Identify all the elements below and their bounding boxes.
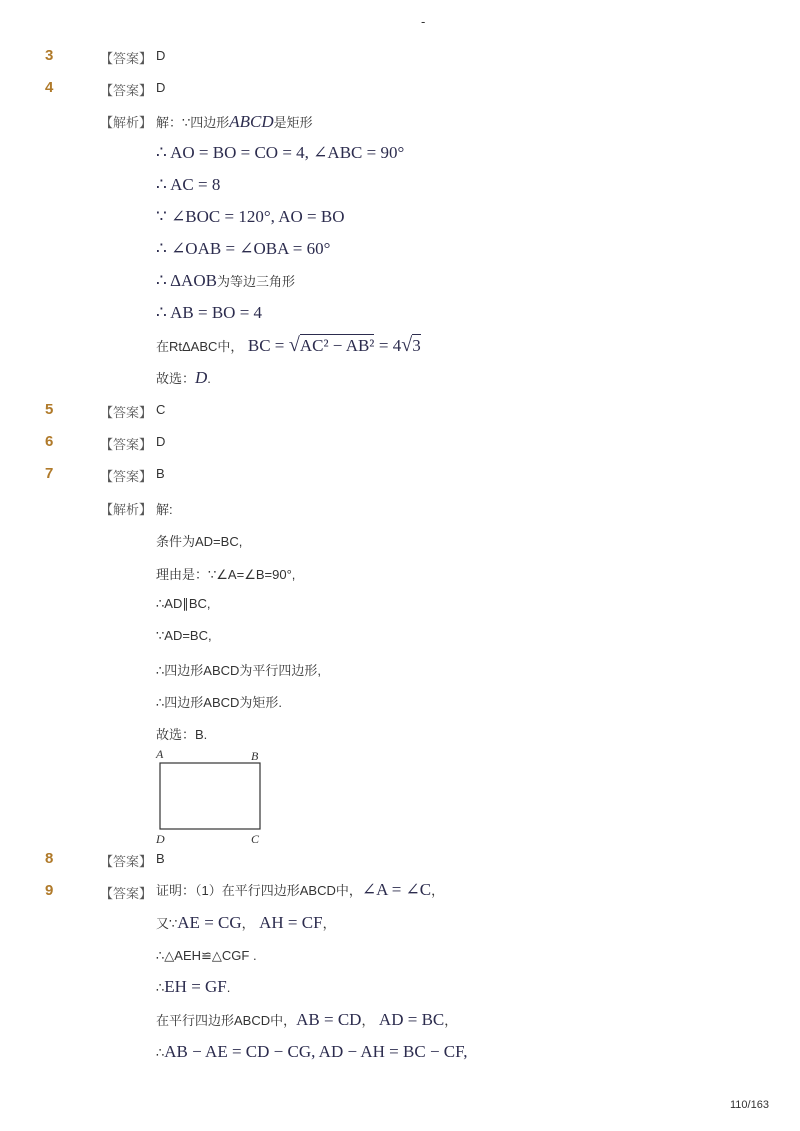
math-line [156,207,344,227]
vertex-label-a: A [156,747,164,761]
vertex-label-b: B [251,749,259,763]
question-number: 9 [45,882,54,899]
proof-line [156,977,230,997]
proof-line [156,880,444,900]
math-expr: , AO = BO [270,207,345,226]
math-line: ∴ AO = BO = CO = 4, ∠ABC = 90° [156,143,405,162]
question-number: 5 [45,401,54,418]
answer-value: C [156,402,166,417]
math-expr: BC = [247,336,285,355]
math-expr: ∠A = ∠C [361,880,432,899]
solution-text: 又∵ [156,916,178,931]
math-expr: AB = CD [296,1010,362,1029]
question-number: 8 [45,850,54,867]
solution-line [156,112,313,132]
math-line [156,368,211,388]
solution-text: 解: [156,502,173,517]
math-expr: 3 [412,336,421,355]
math-expr: AB − AE = CD − CG, AD − AH = BC − CF, [164,1042,468,1061]
proof-line [156,1010,457,1030]
math-expr: AC² − AB² [299,336,375,355]
math-expr: AD = BC [378,1010,445,1029]
math-expr: AH = CF [259,913,323,932]
analysis-tag: 【解析】 [100,115,153,130]
solution-line: 故选：B. [156,727,208,742]
rectangle-figure [150,745,270,847]
solution-text: ， [241,916,255,931]
analysis-tag: 【解析】 [100,502,153,517]
answer-tag: 【答案】 [100,469,153,484]
rectangle-shape [160,763,260,829]
math-line [156,334,421,357]
math-expr: D [195,368,208,387]
math-line: ∴ ∠OAB = ∠OBA = 60° [156,239,331,258]
answer-tag: 【答案】 [100,83,153,98]
math-line [156,271,295,291]
answer-tag: 【答案】 [100,51,153,66]
math-expr: ∴ ΔAOB [156,271,217,290]
proof-line [156,913,336,933]
solution-line: 理由是：∵∠A=∠B=90°, [156,567,296,582]
solution-text: 为等边三角形 [216,274,295,289]
answer-value: D [156,80,166,95]
sqrt-icon: √ [288,334,300,356]
solution-line: ∴四边形ABCD为矩形. [156,695,283,710]
solution-text: 在RtΔABC中， [156,339,244,354]
solution-text: ， [431,883,445,898]
solution-text: ， [322,916,336,931]
answer-tag: 【答案】 [100,854,153,869]
answer-tag: 【答案】 [100,405,153,420]
solution-text: ， [444,1013,458,1028]
solution-text: . [226,980,231,995]
page-number: 110/163 [730,1099,769,1111]
question-number: 3 [45,47,54,64]
vertex-label-d: D [156,832,165,846]
solution-text: ∴ [156,980,165,995]
math-expr: ABCD [229,112,274,131]
answer-value: B [156,851,165,866]
proof-line [156,1042,467,1062]
math-expr: ∵ ∠BOC = 120° [156,207,271,226]
answer-tag: 【答案】 [100,437,153,452]
answer-value: D [156,434,166,449]
page-marker: - [421,14,426,29]
solution-line: ∴四边形ABCD为平行四边形, [156,663,322,678]
solution-text: . [207,371,211,386]
solution-text: 故选： [156,371,196,386]
solution-text: ∴ [156,1045,165,1060]
math-expr: = 4 [378,336,402,355]
vertex-label-c: C [251,832,260,846]
math-expr: AE = CG [177,913,242,932]
math-line: ∴ AB = BO = 4 [156,303,263,322]
solution-text: 证明：（1）在平行四边形ABCD中， [156,883,362,898]
solution-line: ∵AD=BC, [156,628,212,643]
answer-value: D [156,48,166,63]
question-number: 7 [45,465,54,482]
solution-text: 解：∵四边形 [156,115,230,130]
solution-text: 是矩形 [273,115,313,130]
proof-line: ∴△AEH≌△CGF . [156,948,257,963]
math-expr: EH = GF [164,977,227,996]
solution-text: ， [361,1013,375,1028]
question-number: 4 [45,79,54,96]
answer-value: B [156,466,165,481]
solution-line: ∴AD∥BC, [156,596,211,611]
question-number: 6 [45,433,54,450]
math-line: ∴ AC = 8 [156,175,221,194]
sqrt-icon: √ [401,334,413,356]
solution-text: 在平行四边形ABCD中， [156,1013,297,1028]
solution-line: 条件为AD=BC, [156,534,243,549]
answer-tag: 【答案】 [100,886,153,901]
